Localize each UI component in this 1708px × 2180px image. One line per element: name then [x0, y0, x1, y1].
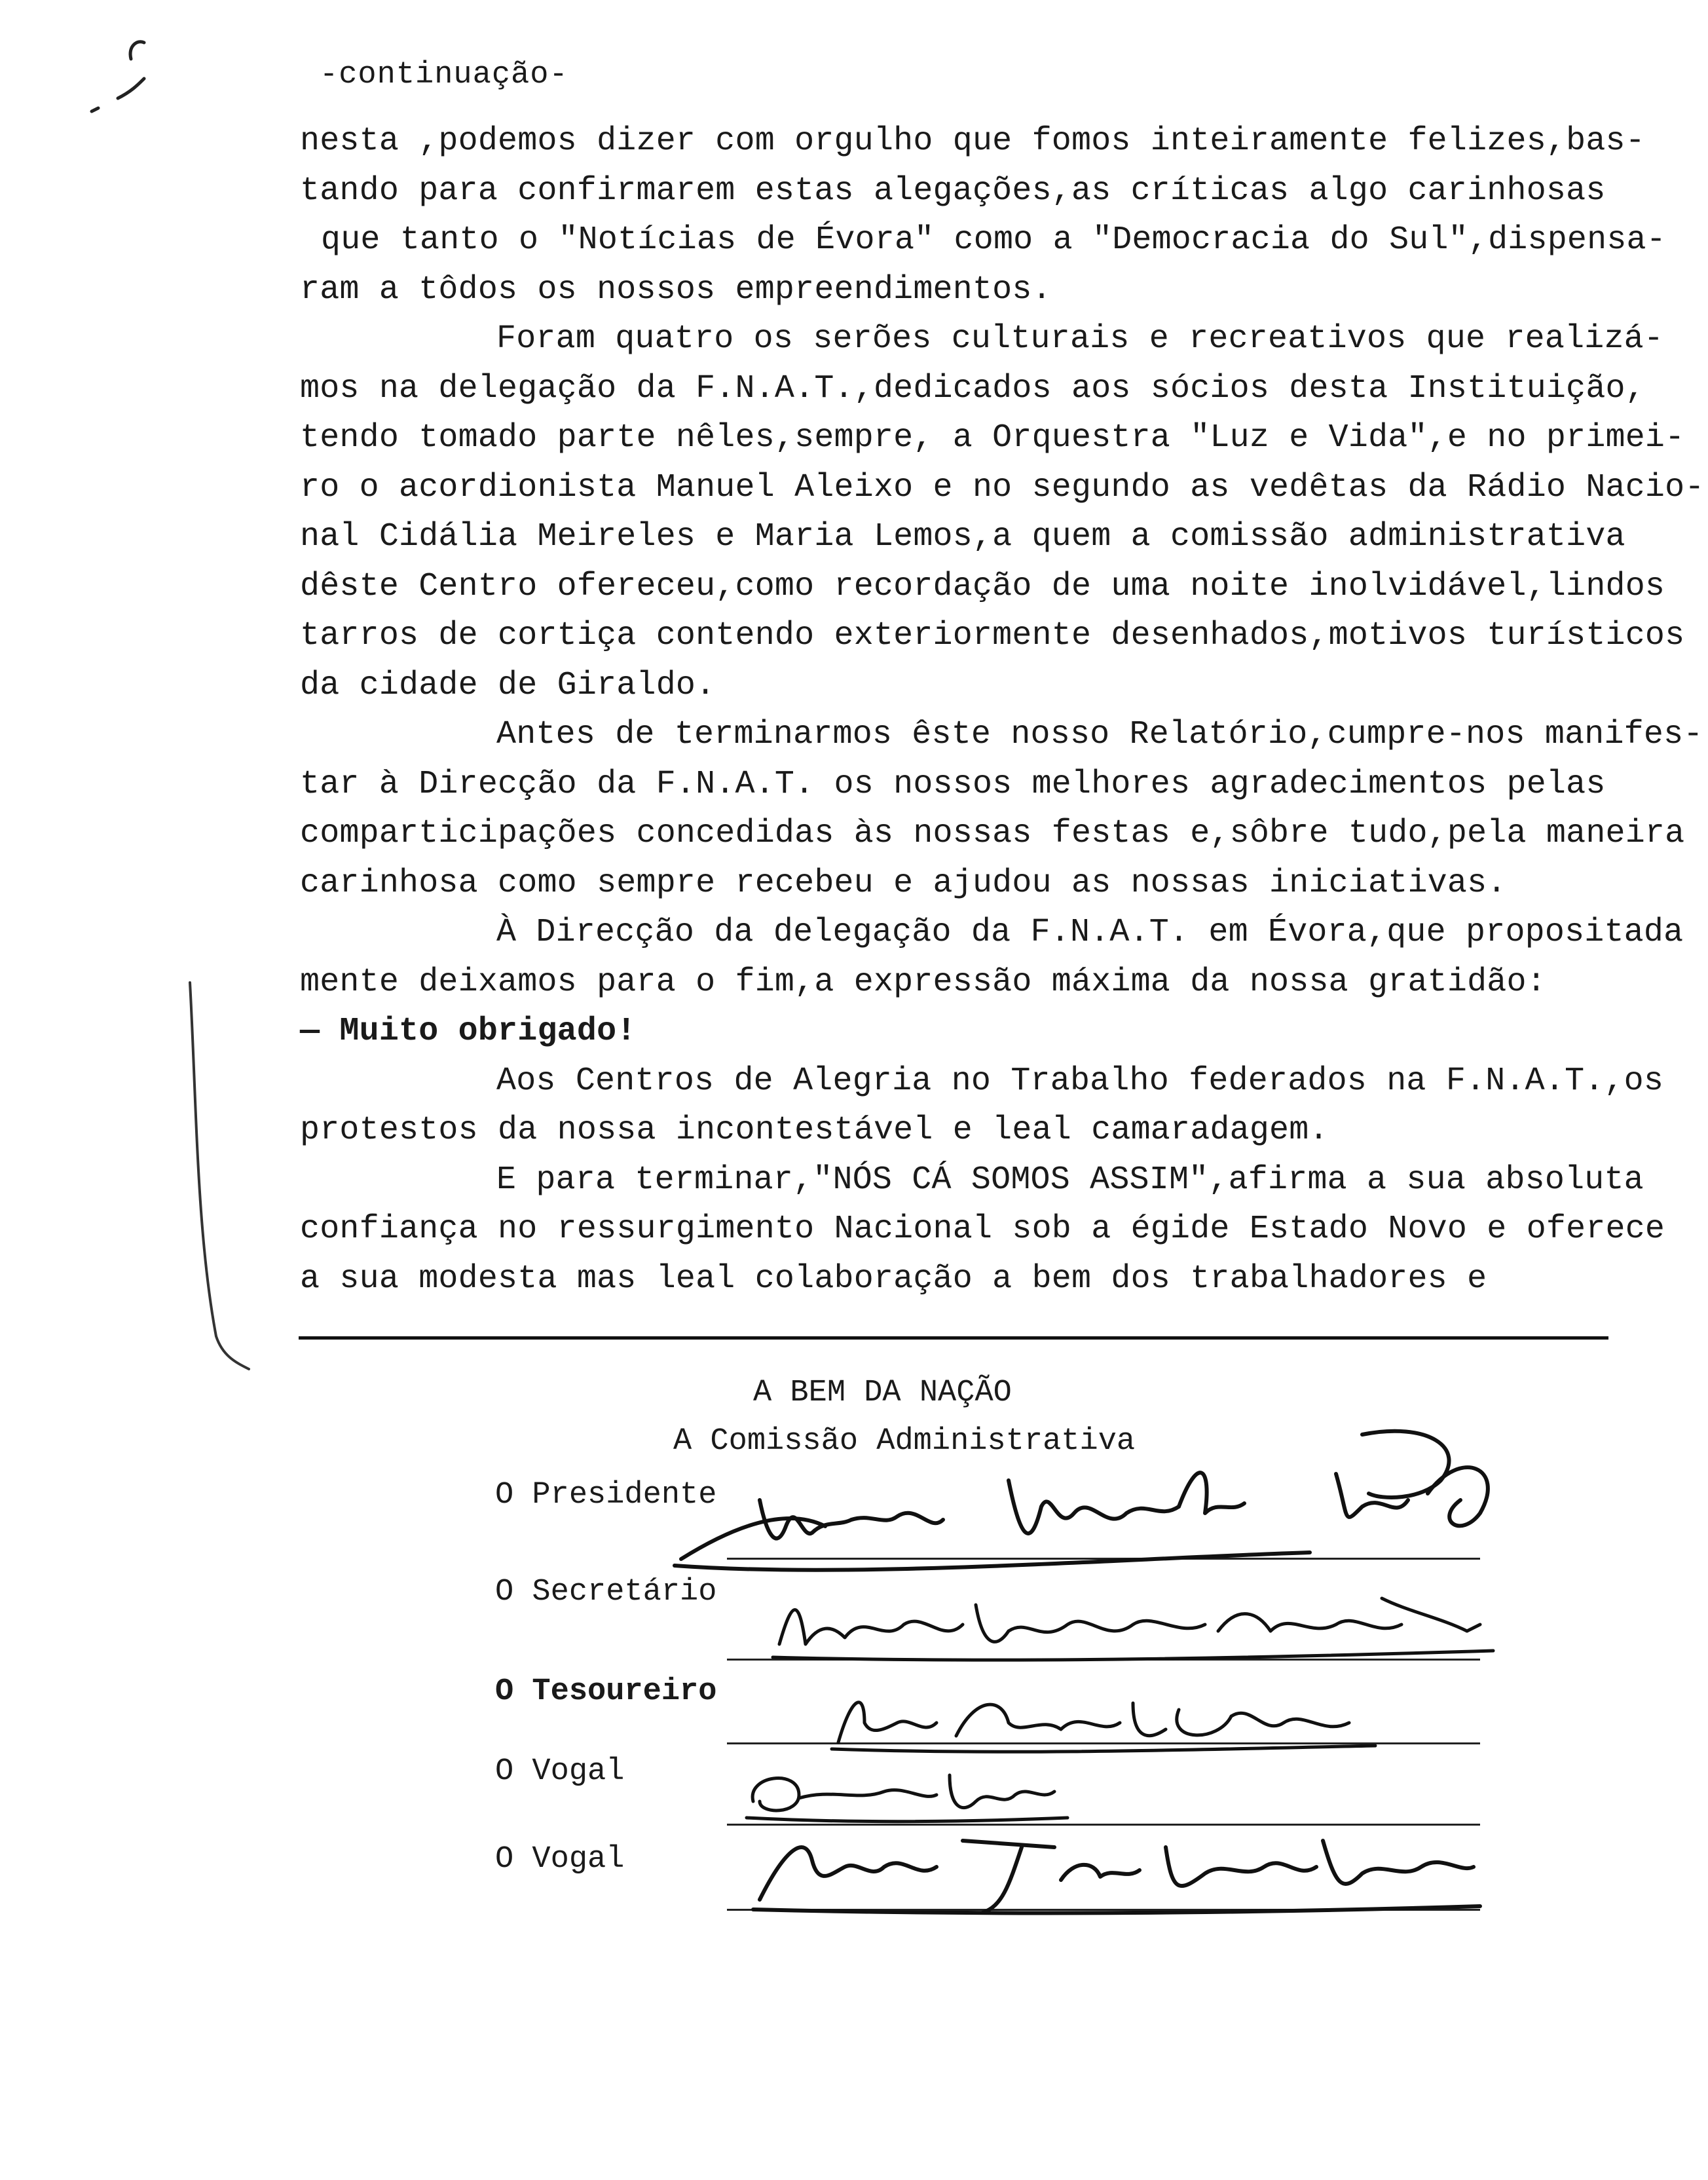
paragraph-start-line: Foram quatro os serões culturais e recreativos que realizá- — [496, 320, 1664, 358]
text-line: da cidade de Giraldo. — [300, 666, 716, 704]
text-line: dêste Centro ofereceu,como recordação de uma noite inolvidável,lindos — [300, 567, 1665, 605]
text-line: protestos da nossa incontestável e leal camaradagem. — [300, 1112, 1329, 1149]
margin-bracket-mark — [177, 969, 282, 1376]
text-line: que tanto o "Notícias de Évora" como a "Democracia do Sul",dispensa- — [321, 221, 1666, 259]
signatory-role-secretario: O Secretário — [495, 1575, 717, 1609]
text-line: tendo tomado parte nêles,sempre, a Orquestra "Luz e Vida",e no primei- — [300, 419, 1685, 457]
thanks-line: — Muito obrigado! — [300, 1013, 637, 1050]
text-line: mos na delegação da F.N.A.T.,dedicados aos sócios desta Instituição, — [300, 369, 1645, 407]
signature-tesoureiro — [825, 1683, 1388, 1756]
signatory-role-presidente: O Presidente — [495, 1478, 717, 1513]
closing-motto: A BEM DA NAÇÃO — [753, 1376, 1012, 1410]
continuation-header: -continuação- — [320, 58, 568, 92]
text-line: nesta ,podemos dizer com orgulho que fomos inteiramente felizes,bas- — [300, 122, 1645, 160]
text-line: ram a tôdos os nossos empreendimentos. — [300, 271, 1052, 309]
text-line: tar à Direcção da F.N.A.T. os nossos melhores agradecimentos pelas — [300, 765, 1606, 803]
section-divider — [299, 1336, 1608, 1340]
paragraph-start-line: À Direcção da delegação da F.N.A.T. em Évora,que propositada — [496, 914, 1684, 951]
signature-vogal-1 — [740, 1762, 1081, 1828]
text-line: tarros de cortiça contendo exteriormente desenhados,motivos turísticos — [300, 617, 1685, 654]
margin-pencil-mark — [65, 20, 170, 124]
signature-vogal-2 — [747, 1821, 1493, 1919]
document-body — [300, 117, 1705, 1304]
signatory-role-tesoureiro: O Tesoureiro — [495, 1674, 717, 1709]
paragraph-start-line: Antes de terminarmos êste nosso Relatório,cumpre-nos manifes- — [496, 716, 1703, 753]
text-line: mente deixamos para o fim,a expressão máxima da nossa gratidão: — [300, 963, 1546, 1001]
text-line: nal Cidália Meireles e Maria Lemos,a quem a comissão administrativa — [300, 518, 1625, 555]
committee-title: A Comissão Administrativa — [673, 1424, 1136, 1459]
text-line: carinhosa como sempre recebeu e ajudou as nossas iniciativas. — [300, 864, 1507, 902]
paragraph-start-line: Aos Centros de Alegria no Trabalho federados na F.N.A.T.,os — [496, 1062, 1664, 1100]
signature-secretario — [760, 1585, 1546, 1670]
signatory-role-vogal-2: O Vogal — [495, 1842, 625, 1877]
text-line: comparticipações concedidas às nossas festas e,sôbre tudo,pela maneira — [300, 815, 1685, 852]
text-line: tando para confirmarem estas alegações,as críticas algo carinhosas — [300, 172, 1606, 210]
text-line: ro o acordionista Manuel Aleixo e no segundo as vedêtas da Rádio Nacio- — [300, 468, 1705, 506]
text-line: confiança no ressurgimento Nacional sob a égide Estado Novo e oferece — [300, 1211, 1665, 1248]
text-line: a sua modesta mas leal colaboração a bem dos trabalhadores e — [300, 1260, 1487, 1298]
paragraph-start-line: E para terminar,"NÓS CÁ SOMOS ASSIM",afirma a sua absoluta — [496, 1161, 1644, 1199]
signature-presidente — [655, 1428, 1532, 1585]
signatory-role-vogal-1: O Vogal — [495, 1754, 625, 1789]
